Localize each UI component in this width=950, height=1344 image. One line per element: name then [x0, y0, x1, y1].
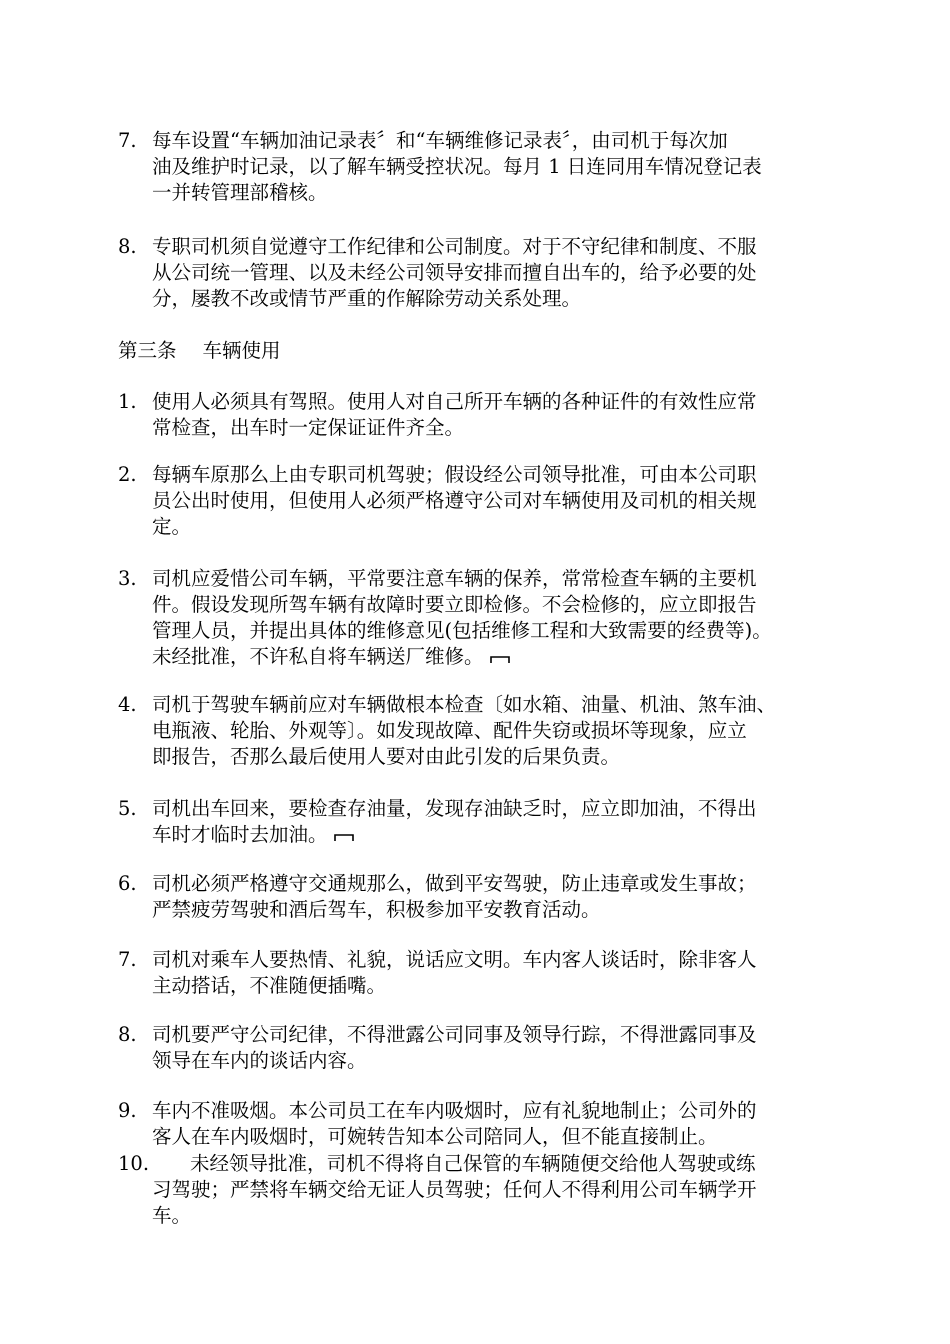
return-mark-icon: [334, 832, 354, 842]
item-line: 司机要严守公司纪律，不得泄露公司同事及领导行踪，不得泄露同事及: [152, 1023, 757, 1046]
item-line: 专职司机须自觉遵守工作纪律和公司制度。对于不守纪律和制度、不服: [152, 235, 757, 258]
item-line: [152, 644, 912, 670]
list-item: [118, 389, 878, 441]
list-item: [118, 1098, 878, 1150]
item-line: 员公出时使用，但使用人必须严格遵守公司对车辆使用及司机的相关规: [152, 489, 757, 512]
list-item: [118, 692, 878, 770]
item-line: 电瓶液、轮胎、外观等〕。如发现故障、配件失窃或损坏等现象，应立: [152, 719, 747, 742]
item-line: 件。假设发现所驾车辆有故障时要立即检修。不会检修的，应立即报告: [152, 593, 757, 616]
item-line: 每车设置“车辆加油记录表〞和“车辆维修记录表〞，由司机于每次加: [152, 129, 728, 152]
item-line: 每辆车原那么上由专职司机驾驶；假设经公司领导批准，可由本公司职: [152, 463, 757, 486]
item-number: 6.: [118, 872, 137, 895]
item-line-text: 车时才临时去加油。: [152, 823, 328, 846]
section-title: 第三条: [118, 339, 177, 362]
item-line: 管理人员，并提出具体的维修意见(包括维修工程和大致需要的经费等)。: [152, 619, 772, 642]
item-line: 车。: [152, 1204, 192, 1227]
item-line: 从公司统一管理、以及未经公司领导安排而擅自出车的，给予必要的处: [152, 261, 757, 284]
item-line: 严禁疲劳驾驶和酒后驾车，积极参加平安教育活动。: [152, 898, 601, 921]
item-line-text: 未经批准，不许私自将车辆送厂维修。: [152, 645, 484, 668]
item-line: 未经领导批准，司机不得将自己保管的车辆随便交给他人驾驶或练: [190, 1152, 756, 1175]
list-item: [118, 1022, 878, 1074]
item-line: 常检查，出车时一定保证证件齐全。: [152, 416, 465, 439]
item-number: 10.: [118, 1152, 150, 1175]
section-heading: [118, 338, 281, 364]
item-line: 司机出车回来，要检查存油量，发现存油缺乏时，应立即加油，不得出: [152, 797, 757, 820]
item-number: 1.: [118, 390, 137, 413]
item-line: 一并转管理部稽核。: [152, 181, 328, 204]
list-item: [118, 871, 878, 923]
section-subtitle: 车辆使用: [202, 339, 281, 362]
item-line: [152, 822, 912, 848]
return-mark-icon: [490, 654, 510, 664]
item-line: 司机必须严格遵守交通规那么，做到平安驾驶，防止违章或发生事故；: [152, 872, 757, 895]
list-item: [118, 234, 878, 312]
item-line: 主动搭话，不准随便插嘴。: [152, 974, 387, 997]
item-line: 习驾驶；严禁将车辆交给无证人员驾驶；任何人不得利用公司车辆学开: [152, 1178, 757, 1201]
item-number: 8.: [118, 1023, 137, 1046]
item-line: 领导在车内的谈话内容。: [152, 1049, 367, 1072]
list-item: [118, 128, 878, 206]
list-item: [118, 796, 878, 848]
item-line: 司机于驾驶车辆前应对车辆做根本检查〔如水箱、油量、机油、煞车油、: [152, 693, 777, 716]
item-line: 即报告，否那么最后使用人要对由此引发的后果负责。: [152, 745, 621, 768]
item-number: 8.: [118, 235, 137, 258]
item-number: 3.: [118, 567, 137, 590]
list-item: [118, 1151, 878, 1229]
list-item: [118, 566, 878, 670]
item-line: 使用人必须具有驾照。使用人对自己所开车辆的各种证件的有效性应常: [152, 390, 757, 413]
list-item: [118, 462, 878, 540]
item-line: 油及维护时记录，以了解车辆受控状况。每月 1 日连同用车情况登记表: [152, 155, 762, 178]
item-line: 司机对乘车人要热情、礼貌，说话应文明。车内客人谈话时，除非客人: [152, 948, 757, 971]
item-line: 司机应爱惜公司车辆，平常要注意车辆的保养，常常检查车辆的主要机: [152, 567, 757, 590]
item-number: 2.: [118, 463, 137, 486]
list-item: [118, 947, 878, 999]
item-line: 定。: [152, 515, 192, 538]
item-line: 车内不准吸烟。本公司员工在车内吸烟时，应有礼貌地制止；公司外的: [152, 1099, 757, 1122]
item-number: 5.: [118, 797, 137, 820]
item-line: 分，屡教不改或情节严重的作解除劳动关系处理。: [152, 287, 582, 310]
item-line: 客人在车内吸烟时，可婉转告知本公司陪同人，但不能直接制止。: [152, 1125, 718, 1148]
item-number: 7.: [118, 948, 137, 971]
item-number: 7.: [118, 129, 137, 152]
item-number: 4.: [118, 693, 137, 716]
item-number: 9.: [118, 1099, 137, 1122]
